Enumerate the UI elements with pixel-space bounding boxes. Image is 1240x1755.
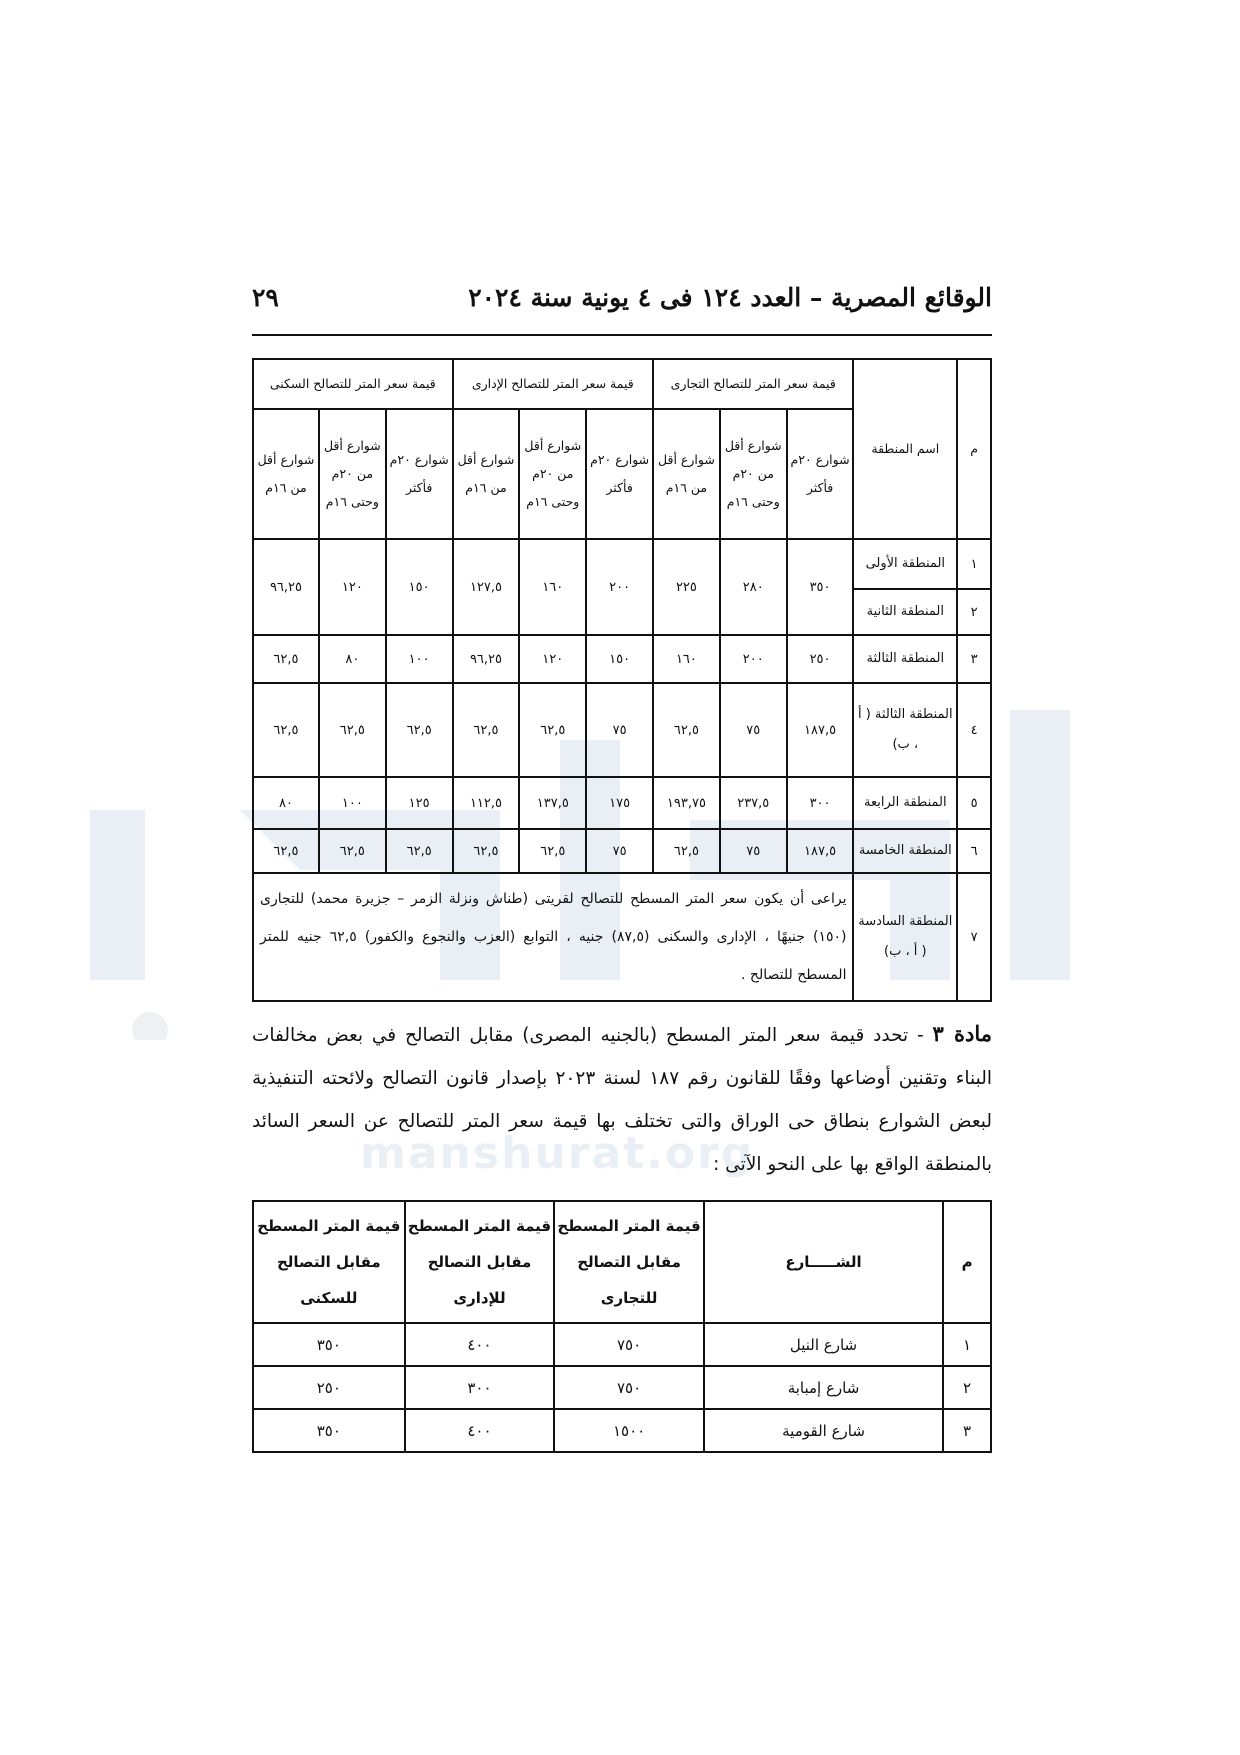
value-cell: ٢٠٠: [586, 539, 653, 635]
row-zone-name: المنطقة الرابعة: [853, 777, 957, 829]
value-cell: ٧٥٠: [554, 1323, 704, 1366]
row-street: شارع إمبابة: [704, 1366, 943, 1409]
header-commercial: قيمة المتر المسطح مقابل التصالح للتجارى: [554, 1201, 704, 1323]
subheader-cell: شوارع ٢٠م فأكثر: [386, 409, 453, 539]
value-cell: ٤٠٠: [405, 1409, 555, 1452]
value-cell: ١٣٧,٥: [519, 777, 586, 829]
table-row: [253, 1323, 991, 1366]
header-title: الوقائع المصرية – العدد ١٢٤ فى ٤ يونية سنة ٢٠٢٤: [468, 283, 992, 312]
value-cell: ١٧٥: [586, 777, 653, 829]
value-cell: ٨٠: [319, 635, 386, 683]
value-cell: ١٥٠: [586, 635, 653, 683]
row-serial: ٥: [957, 777, 991, 829]
header-group-administrative: قيمة سعر المتر للتصالح الإدارى: [453, 359, 653, 409]
row-serial: ٧: [957, 873, 991, 1001]
value-cell: ٩٦,٢٥: [453, 635, 520, 683]
value-cell: ٦٢,٥: [453, 683, 520, 777]
row-zone-name: المنطقة الثالثة: [853, 635, 957, 683]
header-serial: م: [943, 1201, 991, 1323]
row-serial: ٢: [957, 589, 991, 635]
value-cell: ١٢٧,٥: [453, 539, 520, 635]
value-cell: ٦٢,٥: [519, 829, 586, 873]
value-cell: ٦٢,٥: [253, 829, 319, 873]
row-serial: ٦: [957, 829, 991, 873]
row-note: يراعى أن يكون سعر المتر المسطح للتصالح لقريتى (طناش ونزلة الزمر – جزيرة محمد) للتجارى (١٥٠) جنيهًا ، الإدارى والسكنى (٨٧,٥) جنيه ، التوابع (العزب والنجوع والكفور) ٦٢,٥ جنيه للمتر المسطح للتصالح .: [253, 873, 853, 1001]
table-header-row: [253, 359, 991, 409]
header-group-commercial: قيمة سعر المتر للتصالح التجارى: [653, 359, 853, 409]
value-cell: ٦٢,٥: [319, 829, 386, 873]
value-cell: ٢٠٠: [720, 635, 787, 683]
value-cell: ١٢٠: [319, 539, 386, 635]
row-zone-name: المنطقة الثانية: [853, 589, 957, 635]
article-label: مادة ٣: [932, 1021, 992, 1046]
subheader-cell: شوارع أقل من ١٦م: [453, 409, 520, 539]
value-cell: ٧٥: [720, 683, 787, 777]
streets-price-table: [252, 1200, 992, 1453]
value-cell: ٢٨٠: [720, 539, 787, 635]
row-serial: ٣: [943, 1409, 991, 1452]
page-number: ٢٩: [252, 283, 279, 312]
row-zone-name: المنطقة الأولى: [853, 539, 957, 589]
table-header-row: [253, 1201, 991, 1323]
value-cell: ٢٣٧,٥: [720, 777, 787, 829]
subheader-cell: شوارع أقل من ٢٠م وحتى ١٦م: [319, 409, 386, 539]
row-serial: ٤: [957, 683, 991, 777]
value-cell: ١٢٥: [386, 777, 453, 829]
value-cell: ٦٢,٥: [386, 683, 453, 777]
row-serial: ١: [943, 1323, 991, 1366]
row-serial: ١: [957, 539, 991, 589]
subheader-cell: شوارع أقل من ٢٠م وحتى ١٦م: [519, 409, 586, 539]
subheader-cell: شوارع ٢٠م فأكثر: [787, 409, 854, 539]
row-serial: ٢: [943, 1366, 991, 1409]
value-cell: ٣٠٠: [405, 1366, 555, 1409]
table-row-note: [253, 873, 991, 1001]
header-residential: قيمة المتر المسطح مقابل التصالح للسكنى: [253, 1201, 405, 1323]
article-text: - تحدد قيمة سعر المتر المسطح (بالجنيه المصرى) مقابل التصالح في بعض مخالفات البناء وتقنين أوضاعها وفقًا للقانون رقم ١٨٧ لسنة ٢٠٢٣ بإصدار قانون التصالح ولائحته التنفيذية لبعض الشوارع بنطاق حى الوراق والتى تختلف بها قيمة سعر المتر للتصالح عن السعر السائد بالمنطقة الواقع بها على النحو الآتى :: [252, 1025, 992, 1175]
value-cell: ٤٠٠: [405, 1323, 555, 1366]
value-cell: ١٦٠: [653, 635, 720, 683]
value-cell: ١٢٠: [519, 635, 586, 683]
value-cell: ١٥٠: [386, 539, 453, 635]
article-paragraph: [252, 1012, 992, 1186]
value-cell: ٢٢٥: [653, 539, 720, 635]
value-cell: ٣٥٠: [253, 1323, 405, 1366]
table-row: [253, 539, 991, 589]
row-serial: ٣: [957, 635, 991, 683]
header-street: الشـــــارع: [704, 1201, 943, 1323]
row-zone-name: المنطقة السادسة ( أ ، ب): [853, 873, 957, 1001]
value-cell: ١٩٣,٧٥: [653, 777, 720, 829]
header-zone-name: اسم المنطقة: [853, 359, 957, 539]
table-row: [253, 777, 991, 829]
row-zone-name: المنطقة الثالثة ( أ ، ب): [853, 683, 957, 777]
value-cell: ٨٠: [253, 777, 319, 829]
value-cell: ٧٥: [586, 829, 653, 873]
value-cell: ٦٢,٥: [253, 683, 319, 777]
header-administrative: قيمة المتر المسطح مقابل التصالح للإدارى: [405, 1201, 555, 1323]
value-cell: ١٨٧,٥: [787, 829, 854, 873]
value-cell: ٦٢,٥: [253, 635, 319, 683]
value-cell: ١٨٧,٥: [787, 683, 854, 777]
value-cell: ٩٦,٢٥: [253, 539, 319, 635]
header-group-residential: قيمة سعر المتر للتصالح السكنى: [253, 359, 453, 409]
value-cell: ٧٥: [720, 829, 787, 873]
table-row: [253, 683, 991, 777]
subheader-cell: شوارع أقل من ١٦م: [253, 409, 319, 539]
value-cell: ١٠٠: [386, 635, 453, 683]
value-cell: ٣٥٠: [787, 539, 854, 635]
table-row: [253, 1366, 991, 1409]
value-cell: ٧٥: [586, 683, 653, 777]
value-cell: ١١٢,٥: [453, 777, 520, 829]
value-cell: ٦٢,٥: [653, 829, 720, 873]
watermark-text: manshurat.org: [360, 1128, 755, 1179]
row-street: شارع القومية: [704, 1409, 943, 1452]
table-row: [253, 1409, 991, 1452]
header-serial: م: [957, 359, 991, 539]
page-header: [252, 283, 992, 325]
zones-price-table: [252, 358, 992, 1002]
value-cell: ٦٢,٥: [386, 829, 453, 873]
subheader-cell: شوارع أقل من ١٦م: [653, 409, 720, 539]
table-row: [253, 635, 991, 683]
value-cell: ٦٢,٥: [519, 683, 586, 777]
subheader-cell: شوارع أقل من ٢٠م وحتى ١٦م: [720, 409, 787, 539]
value-cell: ٢٥٠: [253, 1366, 405, 1409]
value-cell: ٣٥٠: [253, 1409, 405, 1452]
value-cell: ٧٥٠: [554, 1366, 704, 1409]
row-zone-name: المنطقة الخامسة: [853, 829, 957, 873]
value-cell: ٦٢,٥: [453, 829, 520, 873]
header-rule: [252, 334, 992, 336]
row-street: شارع النيل: [704, 1323, 943, 1366]
value-cell: ٣٠٠: [787, 777, 854, 829]
value-cell: ٦٢,٥: [319, 683, 386, 777]
table-row: [253, 829, 991, 873]
value-cell: ٢٥٠: [787, 635, 854, 683]
value-cell: ٦٢,٥: [653, 683, 720, 777]
subheader-cell: شوارع ٢٠م فأكثر: [586, 409, 653, 539]
value-cell: ١٠٠: [319, 777, 386, 829]
value-cell: ١٥٠٠: [554, 1409, 704, 1452]
value-cell: ١٦٠: [519, 539, 586, 635]
